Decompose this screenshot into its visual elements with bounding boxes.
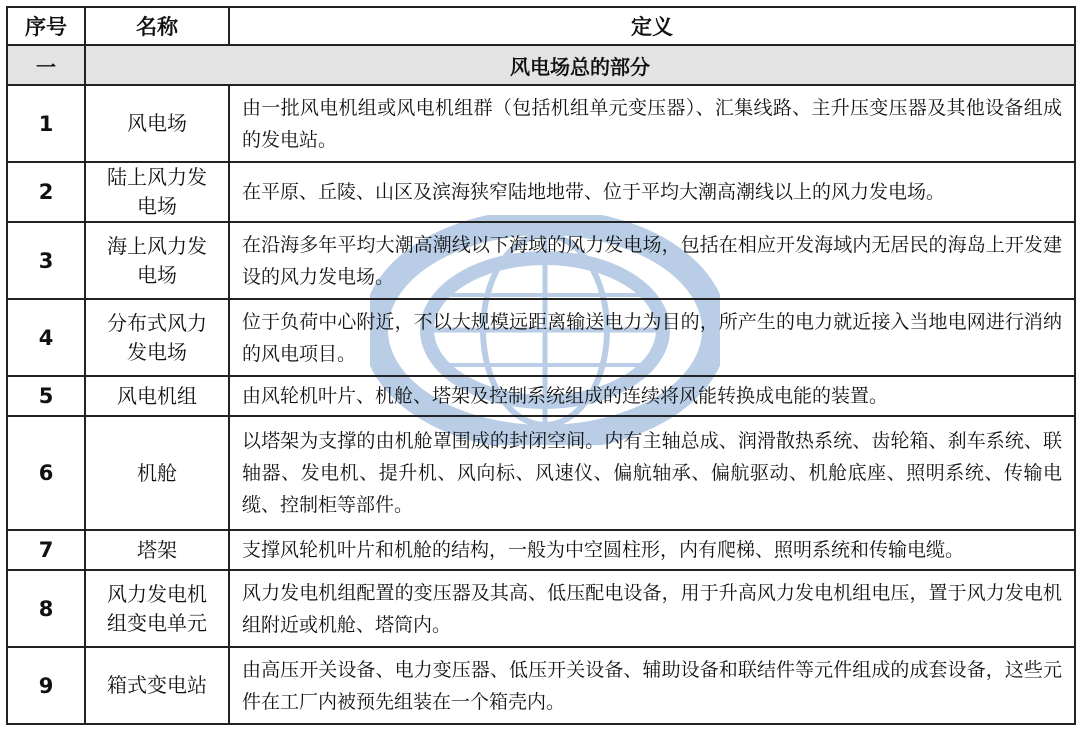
row-name: 箱式变电站 <box>85 647 229 724</box>
row-index: 4 <box>7 299 85 376</box>
row-name: 机舱 <box>85 416 229 530</box>
section-title: 风电场总的部分 <box>85 45 1075 85</box>
row-name: 风电场 <box>85 85 229 162</box>
row-definition: 在平原、丘陵、山区及滨海狭窄陆地地带、位于平均大潮高潮线以上的风力发电场。 <box>229 162 1075 222</box>
row-index: 1 <box>7 85 85 162</box>
row-definition: 支撑风轮机叶片和机舱的结构，一般为中空圆柱形，内有爬梯、照明系统和传输电缆。 <box>229 530 1075 570</box>
row-index: 9 <box>7 647 85 724</box>
row-name: 海上风力发电场 <box>85 222 229 299</box>
table-row <box>7 299 1075 376</box>
terms-table <box>6 6 1076 725</box>
row-name: 陆上风力发电场 <box>85 162 229 222</box>
table-row <box>7 376 1075 416</box>
row-index: 8 <box>7 570 85 647</box>
header-name: 名称 <box>85 7 229 45</box>
row-definition: 位于负荷中心附近，不以大规模远距离输送电力为目的，所产生的电力就近接入当地电网进行消纳的风电项目。 <box>229 299 1075 376</box>
row-index: 6 <box>7 416 85 530</box>
table-row <box>7 162 1075 222</box>
row-index: 3 <box>7 222 85 299</box>
row-definition: 风力发电机组配置的变压器及其高、低压配电设备，用于升高风力发电机组电压，置于风力发电机组附近或机舱、塔筒内。 <box>229 570 1075 647</box>
row-name: 风电机组 <box>85 376 229 416</box>
row-index: 2 <box>7 162 85 222</box>
row-definition: 由风轮机叶片、机舱、塔架及控制系统组成的连续将风能转换成电能的装置。 <box>229 376 1075 416</box>
row-definition: 以塔架为支撑的由机舱罩围成的封闭空间。内有主轴总成、润滑散热系统、齿轮箱、刹车系统、联轴器、发电机、提升机、风向标、风速仪、偏航轴承、偏航驱动、机舱底座、照明系统、传输电缆、控制柜等部件。 <box>229 416 1075 530</box>
row-definition: 由一批风电机组或风电机组群（包括机组单元变压器）、汇集线路、主升压变压器及其他设备组成的发电站。 <box>229 85 1075 162</box>
row-name: 风力发电机组变电单元 <box>85 570 229 647</box>
section-index: 一 <box>7 45 85 85</box>
row-name: 分布式风力发电场 <box>85 299 229 376</box>
header-index: 序号 <box>7 7 85 45</box>
table-row <box>7 222 1075 299</box>
row-index: 5 <box>7 376 85 416</box>
row-index: 7 <box>7 530 85 570</box>
row-definition: 由高压开关设备、电力变压器、低压开关设备、辅助设备和联结件等元件组成的成套设备，这些元件在工厂内被预先组装在一个箱壳内。 <box>229 647 1075 724</box>
table-row <box>7 85 1075 162</box>
row-name: 塔架 <box>85 530 229 570</box>
section-row <box>7 45 1075 85</box>
table-row <box>7 570 1075 647</box>
header-definition: 定义 <box>229 7 1075 45</box>
row-definition: 在沿海多年平均大潮高潮线以下海域的风力发电场，包括在相应开发海域内无居民的海岛上开发建设的风力发电场。 <box>229 222 1075 299</box>
table-row <box>7 416 1075 530</box>
table-row <box>7 647 1075 724</box>
table-row <box>7 530 1075 570</box>
table-header-row <box>7 7 1075 45</box>
